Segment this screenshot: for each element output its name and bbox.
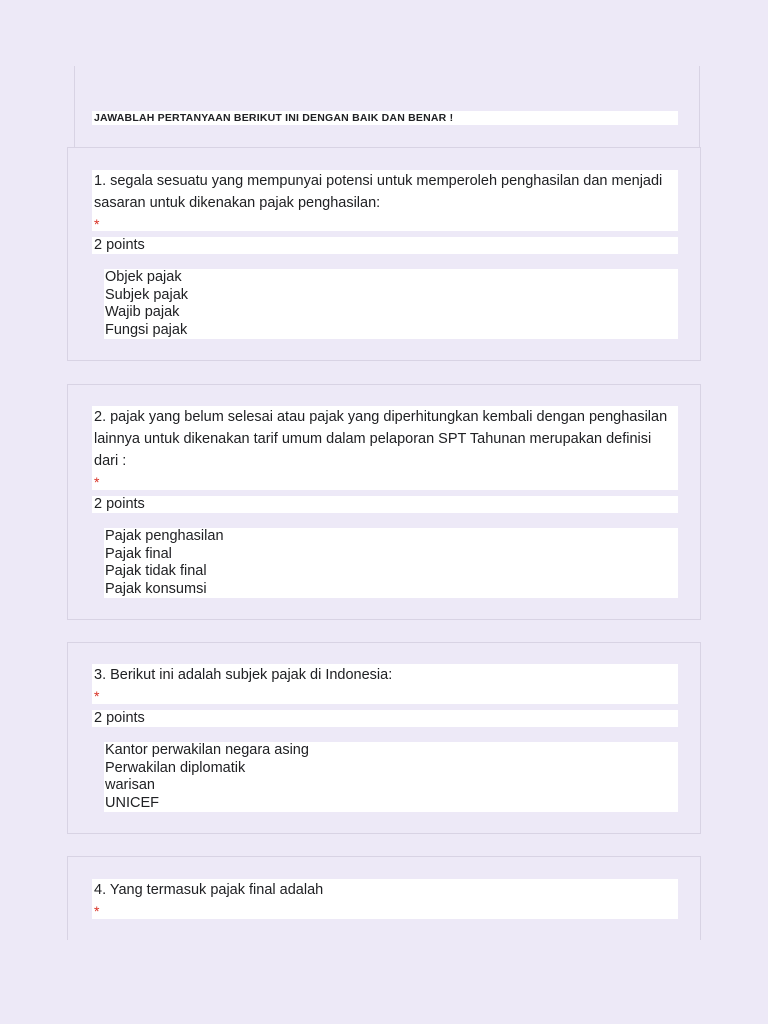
question-card-1 (67, 147, 701, 361)
question-points-3: 2 points (92, 710, 678, 727)
question-text-2 (92, 406, 678, 490)
question-text-4 (92, 879, 678, 919)
option-3-3[interactable]: warisan (105, 777, 155, 793)
option-3-2[interactable]: Perwakilan diplomatik (105, 759, 246, 776)
required-asterisk-2: * (94, 474, 100, 490)
form-header-card (74, 66, 700, 158)
option-list-1 (104, 269, 678, 339)
question-card-3 (67, 642, 701, 834)
question-card-2 (67, 384, 701, 620)
option-3-1[interactable]: Kantor perwakilan negara asing (105, 742, 309, 758)
form-instruction: JAWABLAH PERTANYAAN BERIKUT INI DENGAN BAIK DAN BENAR ! (92, 111, 678, 125)
option-2-2[interactable]: Pajak final (105, 545, 172, 562)
required-asterisk-3: * (94, 688, 100, 704)
required-asterisk-1: * (94, 216, 100, 232)
option-3-4[interactable]: UNICEF (105, 794, 159, 811)
option-list-2 (104, 528, 678, 598)
question-label-2: 2. pajak yang belum selesai atau pajak yang diperhitungkan kembali dengan penghasilan lainnya untuk dikenakan tarif umum dalam pelaporan SPT Tahunan merupakan definisi dari : (94, 409, 668, 469)
question-points-1: 2 points (92, 237, 678, 254)
question-label-1: 1. segala sesuatu yang mempunyai potensi untuk memperoleh penghasilan dan menjadi sasaran untuk dikenakan pajak penghasilan: (94, 173, 663, 211)
option-2-4[interactable]: Pajak konsumsi (105, 580, 207, 597)
option-list-3 (104, 742, 678, 812)
question-points-2: 2 points (92, 496, 678, 513)
option-2-3[interactable]: Pajak tidak final (105, 563, 207, 579)
option-1-3[interactable]: Wajib pajak (105, 304, 180, 320)
question-text-3 (92, 664, 678, 704)
option-1-2[interactable]: Subjek pajak (105, 286, 189, 303)
question-card-4 (67, 856, 701, 940)
option-1-4[interactable]: Fungsi pajak (105, 321, 188, 338)
option-2-1[interactable]: Pajak penghasilan (105, 528, 224, 544)
question-text-1 (92, 170, 678, 231)
option-1-1[interactable]: Objek pajak (105, 269, 182, 285)
question-label-4: 4. Yang termasuk pajak final adalah (94, 882, 324, 898)
required-asterisk-4: * (94, 903, 100, 919)
question-label-3: 3. Berikut ini adalah subjek pajak di Indonesia: (94, 667, 393, 683)
